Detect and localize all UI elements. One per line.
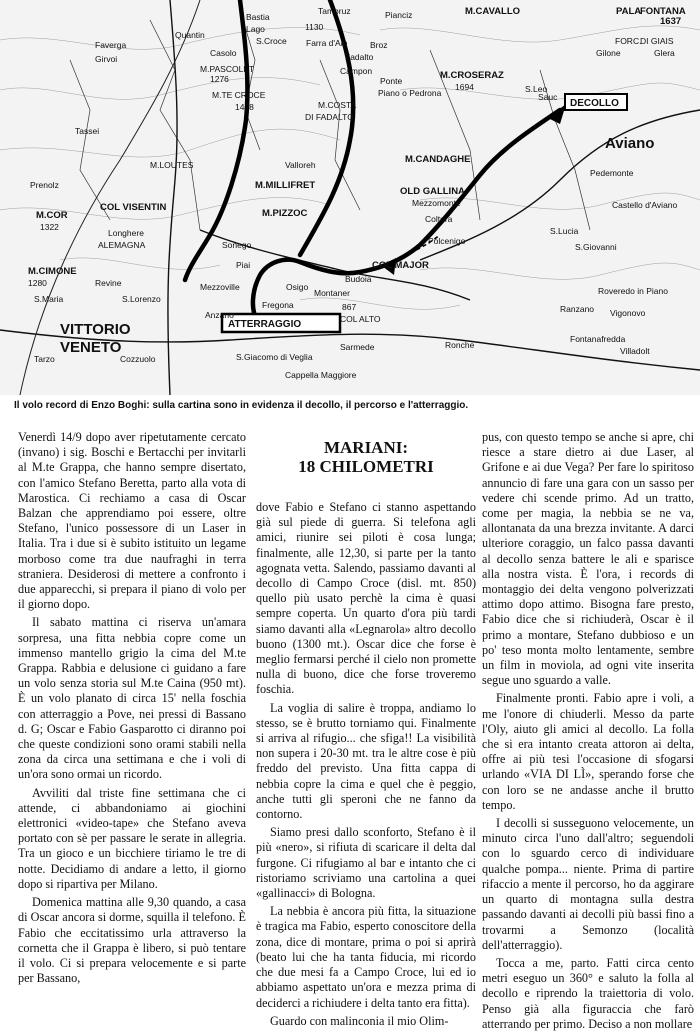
map-label: Tarzo <box>34 354 55 364</box>
route-map <box>0 0 700 395</box>
paragraph: pus, con questo tempo se anche si apre, chi riesce a stare dietro ai due Laser, al Grifone e ai due Vega? Per fare lo spiritoso annuncio di fare una gara con un sasso per vedere chi scende primo. Ad un tratto, come per magia, la nebbia se ne va, allontanata da una brezza invitante. A darci ulteriore coraggio, un falco passa davanti al decollo senza battere le ali e sparisce alla nostra vista. È l'ora, i records di montaggio dei delta vengono polverizzati attimo dopo attimo. Bisogna fare presto, Fabio dice che si richiuderà, Oscar è il primo a montare, Stefano dubbioso e un po' teso monta molto lentamente, sembre un film in moviola, ad ogni vite inserita segue uno sguardo a valle. <box>482 430 694 688</box>
map-label: Campon <box>340 66 373 76</box>
map-label: M.MILLIFRET <box>255 180 316 191</box>
map-label: VENETO <box>60 339 122 356</box>
map-label: COL VISENTIN <box>100 202 167 213</box>
map-label: 1130 <box>305 22 324 32</box>
article-column-3 <box>482 430 694 1031</box>
map-label: Revine <box>95 278 122 288</box>
map-label: M.LOUTES <box>150 160 194 170</box>
map-label: 1694 <box>455 82 474 92</box>
map-label: Osigo <box>286 282 309 292</box>
map-graphic <box>0 0 700 395</box>
map-label: Fadalto <box>345 52 374 62</box>
map-label: COL ALTO <box>340 314 381 324</box>
article-headline <box>256 438 476 476</box>
map-label: DI GIAIS <box>640 36 674 46</box>
map-label: Ranzano <box>560 304 595 314</box>
map-label: Vigonovo <box>610 308 646 318</box>
map-label: 1276 <box>210 74 229 84</box>
map-label: S.Lorenzo <box>122 294 161 304</box>
map-label: Sauc <box>538 92 558 102</box>
map-label: Mezzomonte <box>412 198 461 208</box>
paragraph: Avviliti dal triste fine settimana che ci attende, ci abbandoniamo ai giochini elettronici «video-tape» che Stefano aveva portato con sè per passare le serate in allegria. Tra un gioco e un bicchiere tiriamo le tre di notte. Decidiamo di andare a letto, il giorno dopo si ripartiva per Milano. <box>18 785 246 891</box>
paragraph: dove Fabio e Stefano ci stanno aspettando già sul piede di guerra. Si telefona agli amici, riunire sei piloti è cosa lunga; finalmente, alle 12,30, si parte per la tanto agognata vetta. Salendo, passiamo davanti al decollo di Campo Croce (disl. mt. 850) quello più usato perchè la cima è quasi sempre coperta. Un quarto d'ora più tardi siamo davanti alla «Legnarola» altro decollo buono (1300 mt.). Oscar dice che forse è meglio fermarsi perché il cielo non promette nulla di buono, dice che forse troveremo foschia. <box>256 500 476 697</box>
map-label: Ponte <box>380 76 403 86</box>
map-label: OLD GALLINA <box>400 186 465 197</box>
atterraggio-label: ATTERRAGGIO <box>228 319 302 330</box>
map-label: Villadolt <box>620 346 650 356</box>
paragraph: La voglia di salire è troppa, andiamo lo stesso, se è brutto torniamo qui. Finalmente si arriva al rifugio... che sfiga!! La visibilità non supera i 20-30 mt. tra le altre cose è più freddo del previsto. Una fitta cappa di nebbia copre la cima e quel che è peggio, anche tutti gli speroni che ne fanno da contorno. <box>256 700 476 822</box>
paragraph: Guardo con malinconia il mio Olim- <box>270 1013 449 1028</box>
map-label: S.Leo <box>525 84 548 94</box>
map-label: 1428 <box>235 102 254 112</box>
map-label: Pianciz <box>385 10 413 20</box>
map-label: Bastia <box>246 12 270 22</box>
map-label: 1280 <box>28 278 47 288</box>
map-label: M.CROSERAZ <box>440 70 504 81</box>
map-label: Fontanafredda <box>570 334 626 344</box>
map-label: Gilone <box>596 48 621 58</box>
map-label: ALEMAGNA <box>98 240 146 250</box>
map-label: Tassei <box>75 126 100 136</box>
map-label: FONTANA <box>640 6 686 17</box>
map-label: M.CANDAGHE <box>405 154 471 165</box>
map-label: Glera <box>654 48 675 58</box>
map-label: M.CAVALLO <box>465 6 521 17</box>
map-label: Tambruz <box>318 6 351 16</box>
map-label: S.Giacomo di Veglia <box>236 352 313 362</box>
map-label: FORC. <box>615 36 642 46</box>
map-label: M.COSTA <box>318 100 357 110</box>
map-label: Aviano <box>605 135 655 152</box>
map-label: Piai <box>236 260 251 270</box>
paragraph: Siamo presi dallo sconforto, Stefano è il più «nero», si rifiuta di scaricare il delta dal furgone. Ci rifugiamo al bar e intanto che ci ristoriamo scriviamo una cartolina a quei «gallinacci» di Bologna. <box>256 825 476 901</box>
map-label: Montaner <box>314 288 350 298</box>
map-label: Pedemonte <box>590 168 634 178</box>
map-label: Casolo <box>210 48 237 58</box>
map-label: M.PASCOLET <box>200 64 255 74</box>
map-label: Longhere <box>108 228 144 238</box>
map-label: 1322 <box>40 222 59 232</box>
map-label: 1637 <box>660 16 682 27</box>
map-label: COL MAJOR <box>372 260 429 271</box>
map-label: PALA <box>616 6 642 17</box>
decollo-label: DECOLLO <box>570 98 619 109</box>
map-label: S.Croce <box>256 36 287 46</box>
map-label: Cappella Maggiore <box>285 370 357 380</box>
map-label: Girvoi <box>95 54 118 64</box>
article-column-2 <box>256 500 476 1028</box>
map-label: Valloreh <box>285 160 316 170</box>
map-label: Fregona <box>262 300 294 310</box>
headline-line-1: MARIANI: <box>323 438 409 457</box>
map-label: Roveredo in Piano <box>598 286 668 296</box>
paragraph: Finalmente pronti. Fabio apre i voli, a me l'onore di chiuderli. Messo da parte l'Oly, aiuto gli amici al decollo. La folla che si era intanto creata attoron ai delta, offre ai più tesi l'occasione di sfogarsi urlando «VIA DI LÌ», sperando forse che con loro se ne andasse anche il brutto tempo. <box>482 691 694 812</box>
paragraph: I decolli si susseguono velocemente, un minuto circa l'uno dall'altro; seguendoli con lo sguardo cerco di individuare qualche pompa... niente. Prima di partire rifaccio a mente il percorso, ho da aggirare un quarto di montagna sulla destra passando davanti ai decolli più bassi fino a trovarmi a Semonzo (località dell'atterraggio). <box>482 816 694 952</box>
paragraph: Venerdì 14/9 dopo aver ripetutamente cercato (invano) i sig. Boschi e Bertacchi per invitarli al M.te Grappa, che hanno sempre disertato, con l'amico Stefano Beretta, parto alla vota di Marostica. Ci rechiamo a casa di Oscar Balzan che apprendiamo poi essere, oltre Stefano, l'unico possessore di un Laser in Italia. Tra i due si è subito istituito un legame morboso come tra due naufraghi in terra straniera. Desiderosi di mettere a confronto i due apparecchi, si prepara il piano di volo per il giorno dopo. <box>18 430 246 612</box>
map-label: Sarmede <box>340 342 375 352</box>
map-label: 867 <box>342 302 357 312</box>
paragraph: Il sabato mattina ci riserva un'amara sorpresa, una fitta nebbia copre come un immenso mantello grigio la cima del M.te Grappa. Rabbia e delusione ci guidano a fare un volo senza storia sul M.te Caina (950 mt). È un volo planato di circa 15' nella foschia con atterraggio a Pove, nei pressi di Bassano d. G; Oscar e Fabio Gasparotto ci diranno poi che queste condizioni sono orami stabili nella zona da circa una settimana e che i voli di un'ora sono ormai un ricordo. <box>18 615 246 782</box>
map-caption: Il volo record di Enzo Boghi: sulla cartina sono in evidenza il decollo, il percorso e l'atterraggio. <box>14 400 469 411</box>
paragraph: Tocca a me, parto. Fatti circa cento metri eseguo un 360° e saluto la folla al decollo e riprendo la traiettoria di volo. Penso già alla figuraccia che farò atterrando per primo. Deciso a non mollare <box>482 955 694 1031</box>
map-label: S.Giovanni <box>575 242 617 252</box>
paragraph: La nebbia è ancora più fitta, la situazione è tragica ma Fabio, esperto conoscitore della zona, dice di montare, prima o poi si aprirà (beato lui che ha tanta fiducia, mi ricordo che due mesi fa a Campo Croce, lui ed io abbiamo aspettato un'ora e mezza prima di deciderci a richiudere i delta tanto era fitta). <box>256 904 476 1010</box>
map-label: Piano o Pedrona <box>378 88 442 98</box>
map-label: Budoia <box>345 274 372 284</box>
map-label: M.TE CROCE <box>212 90 266 100</box>
map-label: S.Maria <box>34 294 64 304</box>
map-label: Prenolz <box>30 180 59 190</box>
map-label: Anzano <box>205 310 234 320</box>
map-label: Cozzuolo <box>120 354 156 364</box>
article-column-1 <box>18 430 246 986</box>
headline-line-2: 18 CHILOMETRI <box>298 457 434 476</box>
map-label: Broz <box>370 40 388 50</box>
map-label: Castello d'Aviano <box>612 200 678 210</box>
map-label: VITTORIO <box>60 321 131 338</box>
map-label: Quantin <box>175 30 205 40</box>
map-label: M.PIZZOC <box>262 208 308 219</box>
paragraph: Domenica mattina alle 9,30 quando, a casa di Oscar ancora si dorme, squilla il telefono. È Fabio che eccitatissimo urla attraverso la cornetta che il Grappa è libero, si può tentare il volo. Ci si prepara velocemente e si parte per Bassano, <box>18 895 246 986</box>
map-label: Coltura <box>425 214 453 224</box>
map-label: DI FADALTO <box>305 112 354 122</box>
map-label: Lago <box>246 24 265 34</box>
map-label: M.COR <box>36 210 68 221</box>
map-label: Sonego <box>222 240 252 250</box>
map-label: Faverga <box>95 40 127 50</box>
map-label: Polcenigo <box>428 236 466 246</box>
map-label: Farra d'Alp <box>306 38 348 48</box>
map-label: Mezzoville <box>200 282 240 292</box>
map-label: Ronche <box>445 340 475 350</box>
map-label: S.Lucia <box>550 226 579 236</box>
map-label: M.CIMONE <box>28 266 77 277</box>
